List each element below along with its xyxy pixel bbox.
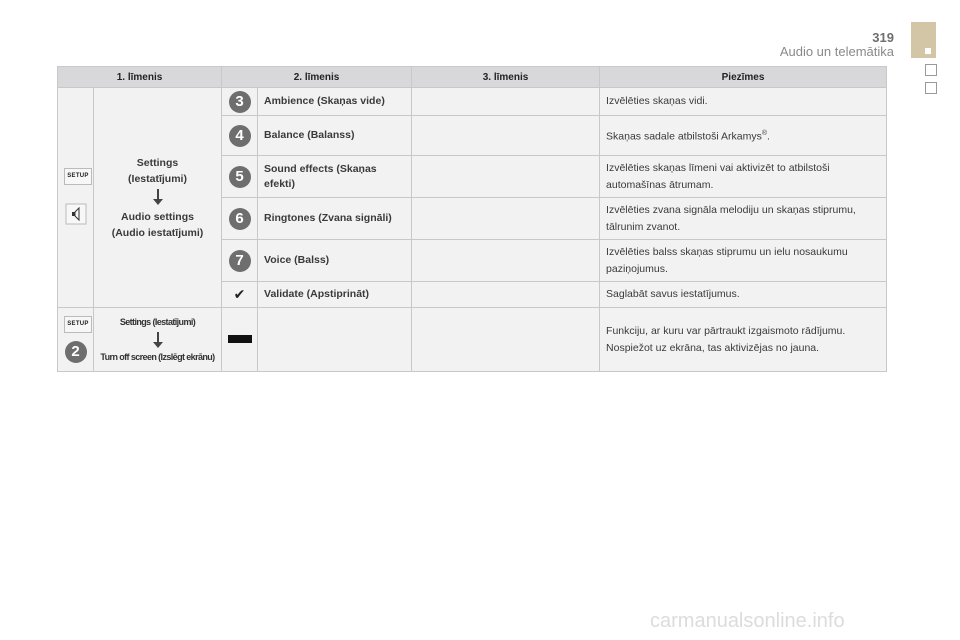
column-header: 1. līmenis [58, 67, 222, 88]
note-text: Funkciju, ar kuru var pārtraukt izgaismoto rādījumu. [606, 324, 846, 337]
badge-cell [222, 282, 258, 308]
number-badge: 6 [229, 208, 251, 230]
arrow-down-icon [157, 189, 159, 201]
note-cell: Izvēlēties zvana signāla melodiju un skaņas stiprumu, tālrunim zvanot. [600, 198, 887, 240]
setup-icon: SETUP [64, 316, 92, 333]
column-header: Piezīmes [600, 67, 887, 88]
badge-cell [222, 308, 258, 372]
checkmark-icon: ✔ [233, 286, 246, 302]
number-badge: 3 [229, 91, 251, 113]
level1-label: (Iestatījumi) [128, 172, 187, 185]
level3-cell [412, 88, 600, 116]
column-header: 2. līmenis [222, 67, 412, 88]
level1-label: Turn off screen (Izslēgt ekrānu) [100, 352, 215, 362]
registered-mark: ® [761, 130, 768, 138]
note-text: Nospiežot uz ekrāna, tas aktivizējas no jauna. [606, 341, 820, 354]
option-cell: Sound effects (Skaņas efekti) [258, 156, 412, 198]
level1-label: Audio settings [121, 210, 194, 223]
icons-cell [58, 88, 94, 308]
screen-off-icon [228, 335, 252, 343]
icons-cell [58, 308, 94, 372]
table-header-row [58, 67, 887, 88]
chapter-box [925, 64, 937, 76]
note-text: . [767, 130, 770, 143]
level1-label: Settings (Iestatījumi) [119, 317, 196, 327]
setup-icon: SETUP [64, 168, 92, 185]
page-number: 319 [872, 30, 894, 45]
note-cell [600, 116, 887, 156]
speaker-icon [65, 203, 87, 225]
tab-marker [925, 48, 931, 54]
number-badge: 4 [229, 125, 251, 147]
option-cell: Ringtones (Zvana signāli) [258, 198, 412, 240]
chapter-box [925, 82, 937, 94]
badge-cell [222, 240, 258, 282]
badge-cell [222, 198, 258, 240]
level1-label: Settings [136, 156, 179, 169]
level3-cell [412, 282, 600, 308]
number-badge: 7 [229, 250, 251, 272]
table-row [58, 88, 887, 116]
option-cell: Voice (Balss) [258, 240, 412, 282]
section-title: Audio un telemātika [779, 44, 894, 59]
option-cell: Balance (Balanss) [258, 116, 412, 156]
note-cell: Saglabāt savus iestatījumus. [600, 282, 887, 308]
chapter-tab [911, 22, 936, 58]
level3-cell [412, 240, 600, 282]
level1-cell [94, 88, 222, 308]
level1-cell [94, 308, 222, 372]
level3-cell [412, 198, 600, 240]
number-badge: 5 [229, 166, 251, 188]
table-row [58, 308, 887, 372]
note-cell: Izvēlēties skaņas līmeni vai aktivizēt to atbilstoši automašīnas ātrumam. [600, 156, 887, 198]
note-cell [600, 308, 887, 372]
menu-levels-table [57, 66, 887, 372]
level1-label: (Audio iestatījumi) [111, 226, 204, 239]
level3-cell [412, 156, 600, 198]
note-cell: Izvēlēties skaņas vidi. [600, 88, 887, 116]
badge-cell [222, 156, 258, 198]
option-cell: Ambience (Skaņas vide) [258, 88, 412, 116]
arrow-down-icon [157, 332, 159, 344]
badge-cell [222, 88, 258, 116]
number-badge: 2 [65, 341, 87, 363]
level3-cell [412, 116, 600, 156]
option-cell: Validate (Apstiprināt) [258, 282, 412, 308]
watermark: carmanualsonline.info [650, 610, 845, 632]
level3-cell [412, 308, 600, 372]
option-cell [258, 308, 412, 372]
note-text: Skaņas sadale atbilstoši Arkamys [606, 130, 762, 143]
column-header: 3. līmenis [412, 67, 600, 88]
note-cell: Izvēlēties balss skaņas stiprumu un ielu nosaukumu paziņojumus. [600, 240, 887, 282]
badge-cell [222, 116, 258, 156]
